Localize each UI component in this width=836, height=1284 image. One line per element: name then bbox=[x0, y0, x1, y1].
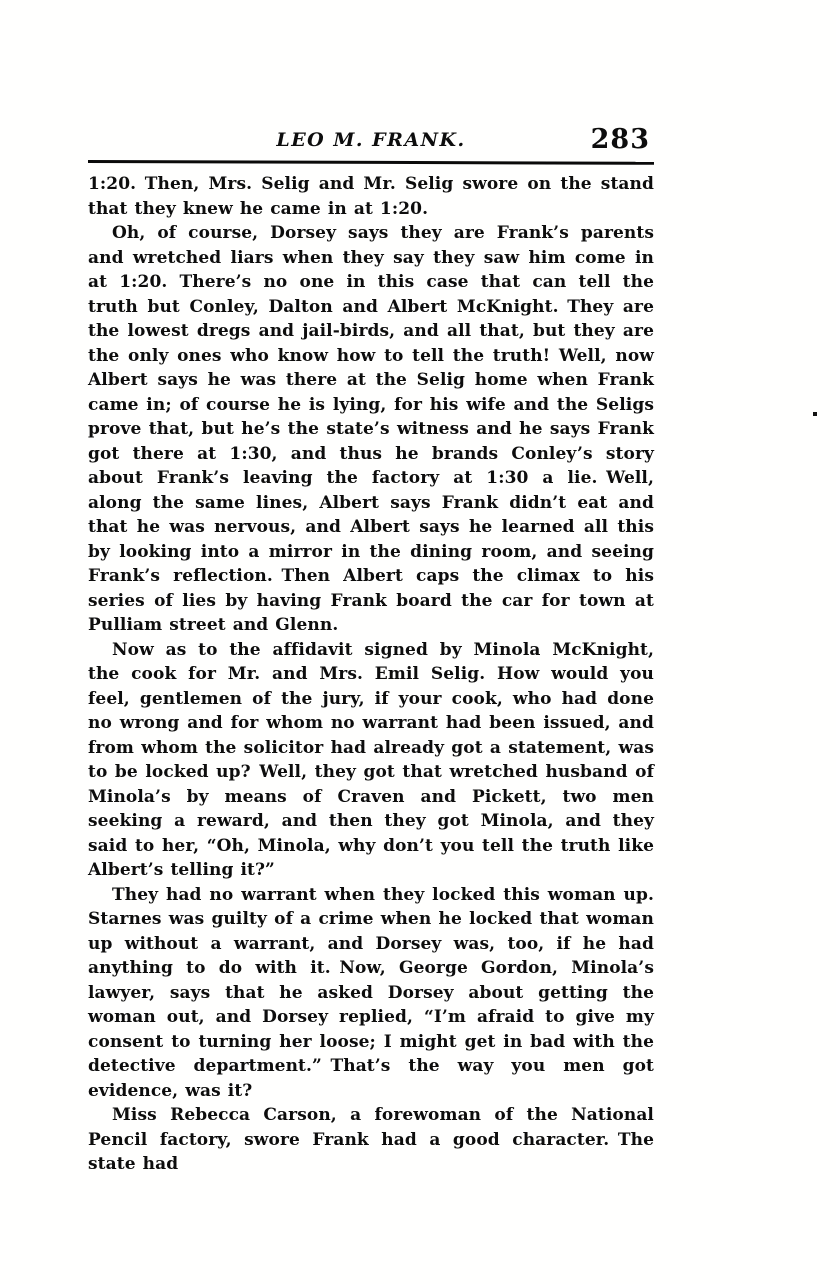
page-number: 283 bbox=[590, 124, 650, 155]
page-header bbox=[88, 126, 654, 158]
header-rule bbox=[88, 160, 654, 165]
paragraph: Now as to the affidavit signed by Minola McKnight, the cook for Mr. and Mrs. Emil Selig. How would you feel, gentlemen of the jury, if your cook, who had done no wrong and for whom no warrant had been issued, and from whom the solicitor had already got a statement, was to be locked up? Well, they got that wretched husband of Minola’s by means of Craven and Pickett, two men seeking a reward, and then they got Minola, and they said to her, “Oh, Minola, why don’t you tell the truth like Albert’s telling it?” bbox=[88, 639, 654, 880]
paragraph: Oh, of course, Dorsey says they are Frank’s parents and wretched liars when they say they saw him come in at 1:20. There’s no one in this case that can tell the truth but Conley, Dalton and Albert McKnight. They are the lowest dregs and jail-birds, and all that, but they are the only ones who know how to tell the truth! Well, now Albert says he was there at the Selig home when Frank came in; of course he is lying, for his wife and the Seligs prove that, but he’s the state’s witness and he says Frank got there at 1:30, and thus he brands Conley’s story about Frank’s leaving the factory at 1:30 a lie. Well, along the same lines, Albert says Frank didn’t eat and that he was nervous, and Albert says he learned all this by looking into a mirror in the dining room, and seeing Frank’s reflection. Then Albert caps the climax to his series of lies by having Frank board the car for town at Pulliam street and Glenn. bbox=[88, 223, 654, 635]
paragraph: They had no warrant when they locked this woman up. Starnes was guilty of a crime when he locked that woman up without a warrant, and Dorsey was, too, if he had anything to do with it. Now, George Gordon, Minola’s lawyer, says that he asked Dorsey about getting the woman out, and Dorsey replied, “I’m afraid to give my consent to turning her loose; I might get in bad with the detective department.” That’s the way you men got evidence, was it? bbox=[88, 884, 654, 1101]
ink-speck bbox=[813, 412, 817, 416]
paragraph: Miss Rebecca Carson, a forewoman of the National Pencil factory, swore Frank had a good character. The state had bbox=[88, 1105, 654, 1174]
running-title: LEO M. FRANK. bbox=[276, 129, 466, 151]
body-text bbox=[88, 172, 654, 1177]
text-column bbox=[88, 126, 654, 1177]
paragraph: 1:20. Then, Mrs. Selig and Mr. Selig swore on the stand that they knew he came in at 1:20. bbox=[88, 174, 654, 219]
